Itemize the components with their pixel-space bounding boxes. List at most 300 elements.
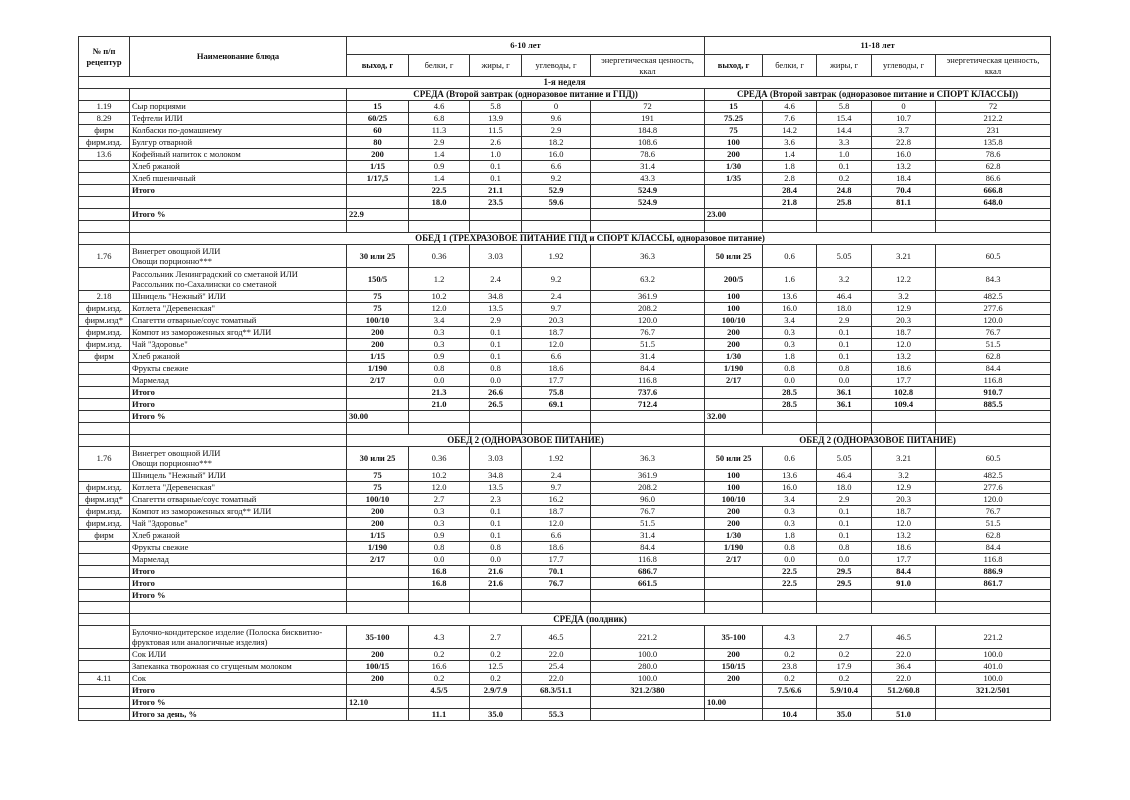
dish-row	[79, 173, 1051, 185]
col-carbs: углеводы, г	[522, 55, 591, 77]
value-cell: 26.5	[470, 399, 522, 411]
table-cell	[705, 185, 763, 197]
table-cell	[130, 89, 347, 101]
table-cell	[409, 697, 470, 709]
value-cell: 100.0	[936, 649, 1051, 661]
dish-name: Фрукты свежие	[130, 542, 347, 554]
section-title: ОБЕД 2 (ОДНОРАЗОВОЕ ПИТАНИЕ)	[705, 435, 1051, 447]
value-cell: 51.5	[591, 518, 705, 530]
value-cell: 9.7	[522, 303, 591, 315]
value-cell: 13.9	[470, 113, 522, 125]
col-yield: выход, г	[347, 55, 409, 77]
total-label: Итого %	[130, 590, 347, 602]
value-cell: 2.8	[763, 173, 817, 185]
value-cell: 0.9	[409, 530, 470, 542]
dish-row	[79, 673, 1051, 685]
value-cell: 0.8	[763, 542, 817, 554]
dish-row	[79, 447, 1051, 470]
table-cell	[409, 221, 470, 233]
col-energy: энергетическая ценность, ккал	[591, 55, 705, 77]
value-cell: 12.5	[470, 661, 522, 673]
value-cell: 12.0	[522, 339, 591, 351]
table-cell	[872, 423, 936, 435]
value-cell: 0.8	[470, 542, 522, 554]
table-header	[79, 37, 1051, 77]
value-cell: 12.0	[872, 339, 936, 351]
value-cell: 22.8	[872, 137, 936, 149]
value-cell: 116.8	[591, 554, 705, 566]
value-cell: 524.9	[591, 185, 705, 197]
value-cell: 68.3/51.1	[522, 685, 591, 697]
yield-cell: 30 или 25	[347, 447, 409, 470]
table-cell	[522, 697, 591, 709]
total-row	[79, 685, 1051, 697]
value-cell: 1.4	[409, 173, 470, 185]
yield-cell: 100/15	[347, 661, 409, 673]
dish-name-line: Винегрет овощной ИЛИ	[132, 245, 221, 256]
table-cell	[79, 685, 130, 697]
value-cell: 5.8	[817, 101, 872, 113]
recipe-no	[79, 363, 130, 375]
value-cell: 0.8	[409, 542, 470, 554]
table-cell	[470, 411, 522, 423]
value-cell: 1.6	[763, 268, 817, 291]
yield-cell: 15	[347, 101, 409, 113]
yield-cell: 1/30	[705, 530, 763, 542]
total-label: Итого	[130, 578, 347, 590]
table-cell	[763, 221, 817, 233]
recipe-no: фирм.изд.	[79, 327, 130, 339]
value-cell: 17.9	[817, 661, 872, 673]
dish-row	[79, 137, 1051, 149]
table-cell	[79, 566, 130, 578]
table-cell	[763, 602, 817, 614]
value-cell: 12.9	[872, 303, 936, 315]
yield-cell: 1/190	[705, 542, 763, 554]
value-cell: 0.1	[470, 506, 522, 518]
value-cell: 9.2	[522, 268, 591, 291]
table-cell	[936, 590, 1051, 602]
table-cell	[347, 685, 409, 697]
value-cell: 221.2	[591, 626, 705, 649]
value-cell: 14.4	[817, 125, 872, 137]
dish-name: Сыр порциями	[130, 101, 347, 113]
dish-name-line: Винегрет овощной ИЛИ	[132, 447, 221, 458]
recipe-no	[79, 661, 130, 673]
dish-row	[79, 649, 1051, 661]
value-cell: 21.0	[409, 399, 470, 411]
value-cell: 4.3	[763, 626, 817, 649]
value-cell: 0.6	[763, 245, 817, 268]
dish-row	[79, 303, 1051, 315]
total-row	[79, 197, 1051, 209]
table-cell	[130, 435, 347, 447]
value-cell: 16.0	[872, 149, 936, 161]
table-cell	[409, 602, 470, 614]
value-cell: 2.9	[409, 137, 470, 149]
value-cell: 108.6	[591, 137, 705, 149]
recipe-no	[79, 542, 130, 554]
table-cell	[936, 423, 1051, 435]
value-cell: 2.4	[522, 470, 591, 482]
value-cell: 22.5	[763, 578, 817, 590]
yield-cell: 75	[705, 125, 763, 137]
value-cell: 3.2	[817, 268, 872, 291]
table-cell	[522, 590, 591, 602]
table-cell	[817, 221, 872, 233]
dish-name-line: Рассольник Ленинградский со сметаной ИЛИ	[132, 268, 298, 279]
recipe-no: фирм.изд*	[79, 494, 130, 506]
recipe-no: 1.76	[79, 245, 130, 268]
dish-name	[130, 447, 347, 470]
table-cell	[872, 590, 936, 602]
value-cell: 11.5	[470, 125, 522, 137]
dish-row	[79, 506, 1051, 518]
dish-name: Булгур отварной	[130, 137, 347, 149]
dish-row	[79, 268, 1051, 291]
yield-cell: 1/35	[705, 173, 763, 185]
value-cell: 18.6	[872, 363, 936, 375]
yield-cell: 200	[347, 327, 409, 339]
dish-name: Котлета "Деревенская"	[130, 303, 347, 315]
table-cell	[347, 423, 409, 435]
value-cell: 661.5	[591, 578, 705, 590]
value-cell: 5.8	[470, 101, 522, 113]
table-cell	[522, 602, 591, 614]
value-cell: 36.3	[591, 447, 705, 470]
value-cell: 46.4	[817, 470, 872, 482]
yield-cell: 75	[347, 470, 409, 482]
value-cell: 9.6	[522, 113, 591, 125]
value-cell: 84.4	[591, 542, 705, 554]
value-cell: 120.0	[936, 315, 1051, 327]
dish-name: Хлеб ржаной	[130, 530, 347, 542]
dish-row	[79, 530, 1051, 542]
percent-value	[705, 590, 763, 602]
yield-cell: 100	[705, 482, 763, 494]
value-cell: 2.9	[817, 315, 872, 327]
value-cell: 10.4	[763, 709, 817, 721]
dish-name-line: Булочно-кондитерское изделие (Полоска бисквитно-	[132, 626, 323, 637]
value-cell: 0.2	[470, 673, 522, 685]
table-cell	[591, 411, 705, 423]
value-cell: 72	[936, 101, 1051, 113]
table-cell	[936, 602, 1051, 614]
value-cell: 321.2/501	[936, 685, 1051, 697]
age-6-10-header: 6-10 лет	[347, 37, 705, 55]
table-cell	[936, 709, 1051, 721]
value-cell: 23.5	[470, 197, 522, 209]
dish-name: Тефтели ИЛИ	[130, 113, 347, 125]
value-cell: 25.8	[817, 197, 872, 209]
value-cell: 2.7	[409, 494, 470, 506]
dish-row	[79, 339, 1051, 351]
dish-row	[79, 125, 1051, 137]
value-cell: 2.3	[470, 494, 522, 506]
value-cell: 62.8	[936, 530, 1051, 542]
table-cell	[763, 697, 817, 709]
value-cell: 22.5	[409, 185, 470, 197]
table-cell	[705, 566, 763, 578]
value-cell: 76.7	[591, 506, 705, 518]
value-cell: 18.7	[872, 327, 936, 339]
yield-cell: 1/190	[347, 363, 409, 375]
percent-row	[79, 209, 1051, 221]
value-cell: 18.0	[817, 303, 872, 315]
value-cell: 84.3	[936, 268, 1051, 291]
value-cell: 3.03	[470, 447, 522, 470]
value-cell: 22.0	[522, 673, 591, 685]
dish-name	[130, 626, 347, 649]
table-cell	[522, 209, 591, 221]
value-cell: 10.2	[409, 291, 470, 303]
value-cell: 1.4	[763, 149, 817, 161]
value-cell: 62.8	[936, 161, 1051, 173]
value-cell: 5.05	[817, 245, 872, 268]
value-cell: 2.4	[522, 291, 591, 303]
value-cell: 22.0	[872, 649, 936, 661]
table-cell	[936, 221, 1051, 233]
yield-cell: 200	[705, 649, 763, 661]
table-cell	[817, 602, 872, 614]
value-cell: 12.0	[409, 482, 470, 494]
value-cell: 0.2	[817, 673, 872, 685]
percent-value: 32.00	[705, 411, 763, 423]
table-cell	[470, 602, 522, 614]
value-cell: 1.2	[409, 268, 470, 291]
value-cell: 46.5	[522, 626, 591, 649]
value-cell: 2.6	[470, 137, 522, 149]
value-cell: 0.3	[763, 327, 817, 339]
dish-name: Шницель "Нежный" ИЛИ	[130, 291, 347, 303]
col-carbs: углеводы, г	[872, 55, 936, 77]
recipe-no	[79, 554, 130, 566]
value-cell: 482.5	[936, 470, 1051, 482]
table-cell	[79, 578, 130, 590]
table-cell	[409, 411, 470, 423]
total-label: Итого	[130, 685, 347, 697]
value-cell: 0.0	[763, 554, 817, 566]
value-cell: 100.0	[591, 649, 705, 661]
value-cell: 36.3	[591, 245, 705, 268]
section-title: СРЕДА (Второй завтрак (одноразовое питание и ГПД))	[347, 89, 705, 101]
value-cell: 16.0	[763, 303, 817, 315]
dish-row	[79, 482, 1051, 494]
dish-name-line: Овощи порционно***	[132, 458, 213, 468]
yield-cell: 75	[347, 291, 409, 303]
value-cell: 0.0	[817, 375, 872, 387]
yield-cell: 2/17	[347, 375, 409, 387]
total-row	[79, 399, 1051, 411]
table-cell	[591, 221, 705, 233]
value-cell: 0.3	[763, 518, 817, 530]
value-cell: 0.8	[817, 542, 872, 554]
percent-row	[79, 697, 1051, 709]
table-cell	[591, 209, 705, 221]
table-cell	[705, 399, 763, 411]
table-cell	[705, 197, 763, 209]
yield-cell: 1/30	[705, 161, 763, 173]
total-label: Итого за день, %	[130, 709, 347, 721]
dish-row	[79, 315, 1051, 327]
recipe-no	[79, 268, 130, 291]
value-cell: 0.3	[763, 506, 817, 518]
value-cell: 22.0	[872, 673, 936, 685]
value-cell: 18.7	[872, 506, 936, 518]
menu-sheet	[78, 36, 1050, 721]
value-cell: 0	[872, 101, 936, 113]
age-11-18-header: 11-18 лет	[705, 37, 1051, 55]
dish-name: Чай "Здоровье"	[130, 518, 347, 530]
value-cell: 0.3	[409, 339, 470, 351]
value-cell: 28.5	[763, 399, 817, 411]
value-cell: 277.6	[936, 482, 1051, 494]
value-cell: 0.1	[470, 518, 522, 530]
recipe-no: 1.19	[79, 101, 130, 113]
value-cell: 86.6	[936, 173, 1051, 185]
table-cell	[470, 697, 522, 709]
table-cell	[817, 590, 872, 602]
yield-cell: 35-100	[347, 626, 409, 649]
value-cell: 116.8	[936, 554, 1051, 566]
value-cell: 29.5	[817, 566, 872, 578]
value-cell: 16.2	[522, 494, 591, 506]
recipe-no	[79, 649, 130, 661]
table-cell	[79, 209, 130, 221]
value-cell: 78.6	[591, 149, 705, 161]
dish-name-line: фруктовая или аналогичные изделия)	[132, 637, 268, 647]
dish-name: Запеканка творожная со сгущеным молоком	[130, 661, 347, 673]
value-cell: 401.0	[936, 661, 1051, 673]
table-cell	[470, 590, 522, 602]
col-fat: жиры, г	[817, 55, 872, 77]
yield-cell: 1/15	[347, 161, 409, 173]
section-title: СРЕДА (Второй завтрак (одноразовое питание и СПОРТ КЛАССЫ))	[705, 89, 1051, 101]
dish-row	[79, 327, 1051, 339]
table-cell	[872, 602, 936, 614]
dish-row	[79, 626, 1051, 649]
value-cell: 15.4	[817, 113, 872, 125]
value-cell: 7.6	[763, 113, 817, 125]
recipe-no	[79, 626, 130, 649]
table-cell	[409, 590, 470, 602]
value-cell: 13.6	[763, 470, 817, 482]
dish-row	[79, 245, 1051, 268]
recipe-no	[79, 375, 130, 387]
total-label: Итого	[130, 399, 347, 411]
yield-cell: 200	[347, 506, 409, 518]
section-title: ОБЕД 1 (ТРЕХРАЗОВОЕ ПИТАНИЕ ГПД и СПОРТ КЛАССЫ, одноразовое питание)	[130, 233, 1051, 245]
value-cell: 12.2	[872, 268, 936, 291]
yield-cell: 200/5	[705, 268, 763, 291]
value-cell: 135.8	[936, 137, 1051, 149]
value-cell: 75.8	[522, 387, 591, 399]
dish-row	[79, 470, 1051, 482]
yield-cell: 15	[705, 101, 763, 113]
table-cell	[130, 423, 347, 435]
percent-value: 22.9	[347, 209, 409, 221]
dish-name: Компот из замороженных ягод** ИЛИ	[130, 506, 347, 518]
table-cell	[591, 602, 705, 614]
value-cell: 6.6	[522, 161, 591, 173]
table-cell	[522, 411, 591, 423]
value-cell: 18.2	[522, 137, 591, 149]
table-cell	[817, 423, 872, 435]
table-cell	[347, 197, 409, 209]
yield-cell: 200	[705, 327, 763, 339]
value-cell: 0.3	[763, 339, 817, 351]
value-cell: 14.2	[763, 125, 817, 137]
value-cell: 17.7	[872, 554, 936, 566]
recipe-no: фирм.изд.	[79, 303, 130, 315]
value-cell: 18.7	[522, 327, 591, 339]
value-cell: 78.6	[936, 149, 1051, 161]
value-cell: 59.6	[522, 197, 591, 209]
value-cell: 231	[936, 125, 1051, 137]
recipe-no	[79, 173, 130, 185]
recipe-no: 13.6	[79, 149, 130, 161]
dish-name: Колбаски по-домашнему	[130, 125, 347, 137]
total-label: Итого %	[130, 697, 347, 709]
yield-cell: 1/190	[347, 542, 409, 554]
value-cell: 84.4	[591, 363, 705, 375]
yield-cell: 60	[347, 125, 409, 137]
value-cell: 23.8	[763, 661, 817, 673]
value-cell: 17.7	[872, 375, 936, 387]
value-cell: 72	[591, 101, 705, 113]
total-label: Итого	[130, 566, 347, 578]
col-fat: жиры, г	[470, 55, 522, 77]
yield-cell: 2/17	[705, 554, 763, 566]
value-cell: 20.3	[872, 315, 936, 327]
dish-name: Хлеб ржаной	[130, 351, 347, 363]
recipe-no: фирм	[79, 530, 130, 542]
value-cell: 13.2	[872, 161, 936, 173]
value-cell: 0.3	[409, 518, 470, 530]
value-cell: 9.7	[522, 482, 591, 494]
value-cell: 0.0	[817, 554, 872, 566]
percent-row	[79, 411, 1051, 423]
yield-cell: 80	[347, 137, 409, 149]
value-cell: 280.0	[591, 661, 705, 673]
value-cell: 191	[591, 113, 705, 125]
value-cell: 221.2	[936, 626, 1051, 649]
value-cell: 21.8	[763, 197, 817, 209]
value-cell: 20.3	[872, 494, 936, 506]
value-cell: 3.2	[872, 291, 936, 303]
percent-value: 30.00	[347, 411, 409, 423]
value-cell: 861.7	[936, 578, 1051, 590]
value-cell: 70.4	[872, 185, 936, 197]
value-cell: 12.0	[872, 518, 936, 530]
dish-name: Мармелад	[130, 554, 347, 566]
value-cell: 52.9	[522, 185, 591, 197]
value-cell: 0.1	[470, 173, 522, 185]
value-cell: 3.4	[763, 315, 817, 327]
value-cell: 69.1	[522, 399, 591, 411]
value-cell: 55.3	[522, 709, 591, 721]
yield-cell: 100	[705, 470, 763, 482]
value-cell: 18.0	[409, 197, 470, 209]
dish-name: Хлеб пшеничный	[130, 173, 347, 185]
value-cell: 18.6	[522, 363, 591, 375]
value-cell: 29.5	[817, 578, 872, 590]
value-cell: 51.2/60.8	[872, 685, 936, 697]
table-cell	[79, 709, 130, 721]
value-cell: 3.4	[763, 494, 817, 506]
total-label: Итого %	[130, 209, 347, 221]
value-cell: 46.4	[817, 291, 872, 303]
